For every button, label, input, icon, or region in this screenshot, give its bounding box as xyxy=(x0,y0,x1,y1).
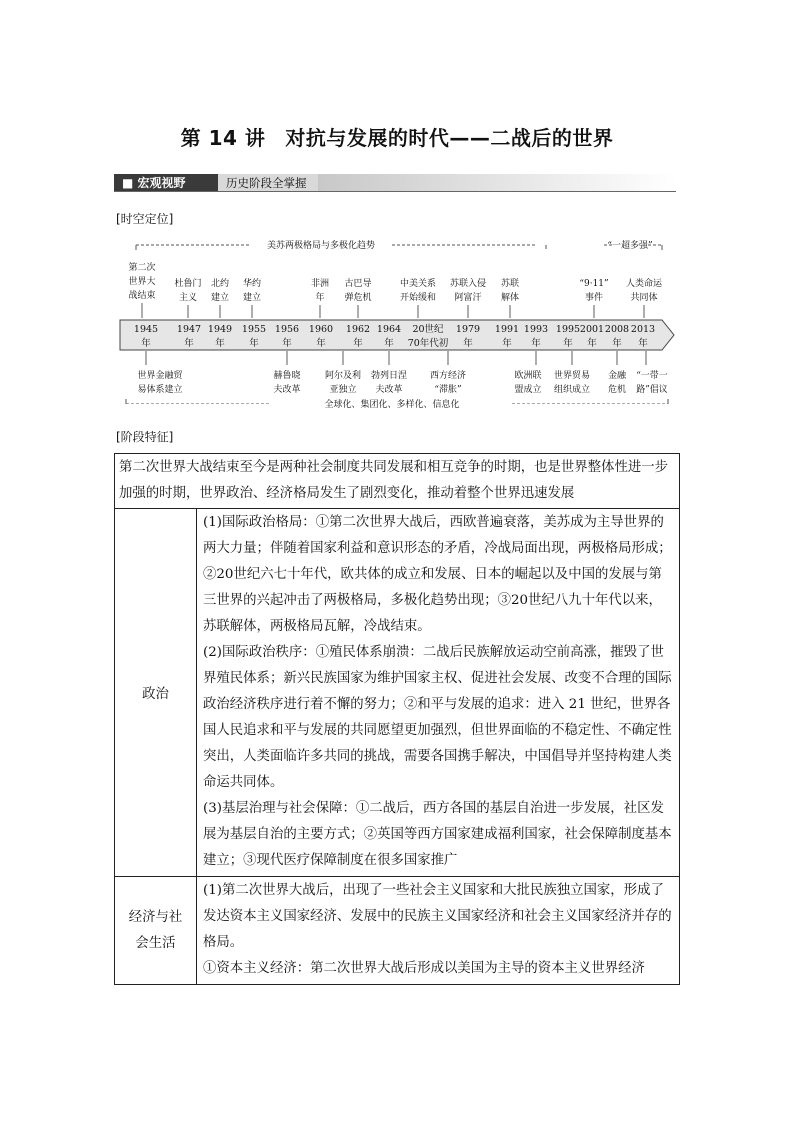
year-suffix: 年 xyxy=(282,338,292,349)
top-event: 北约 xyxy=(210,279,230,289)
banner-tag: ■ 宏观视野 xyxy=(114,174,218,192)
year-suffix: 年 xyxy=(184,338,194,349)
year-suffix: 年 xyxy=(316,338,326,349)
banner-rule xyxy=(114,191,676,192)
span-label-top2: “一超多强” xyxy=(607,241,653,251)
year-70s: 70年代初 xyxy=(407,338,449,349)
top-event: 华约 xyxy=(242,279,262,289)
bottom-event: 世界贸易 xyxy=(553,371,591,381)
category-line: 会生活 xyxy=(135,935,176,951)
bottom-event: “滞胀” xyxy=(434,385,462,395)
bottom-arrows xyxy=(146,351,646,365)
paragraph: (3)基层治理与社会保障：①二战后，西方各国的基层自治进一步发展，社区发展为基层自治的主要方式；②英国等西方国家建成福利国家，社会保障制度基本建立；③现代医疗保障制度在很多国家推广 xyxy=(203,801,672,868)
year-suffix: 年 xyxy=(612,338,622,349)
top-event: 年 xyxy=(315,293,325,303)
bottom-event: 世界金融贸 xyxy=(137,371,183,381)
top-event: 建立 xyxy=(210,293,230,303)
paragraph: (1)第二次世界大战后，出现了一些社会主义国家和大批民族独立国家，形成了发达资本主义国家经济、发展中的民族主义国家经济和社会主义国家经济并存的格局。 xyxy=(203,883,672,950)
year: 1947 xyxy=(176,324,202,335)
top-events xyxy=(128,261,663,303)
top-event: 弹危机 xyxy=(344,293,372,303)
span-label-bottom: 全球化、集团化、多样化、信息化 xyxy=(324,400,460,410)
year: 2013 xyxy=(630,324,656,335)
features-heading: [阶段特征] xyxy=(116,430,174,444)
year: 1962 xyxy=(345,324,371,335)
year-suffix: 年 xyxy=(502,338,512,349)
year: 2001 xyxy=(579,324,605,335)
year-suffix: 年 xyxy=(249,338,259,349)
table-row xyxy=(115,454,680,509)
lecture-name: 对抗与发展的时代——二战后的世界 xyxy=(285,126,614,150)
span-label-top: 美苏两极格局与多极化趋势 xyxy=(266,241,376,251)
bottom-event: 夫改革 xyxy=(375,385,403,395)
bottom-event: 阿尔及利 xyxy=(324,371,362,381)
top-event: 非洲 xyxy=(310,279,330,289)
year: 1995 xyxy=(555,324,581,335)
top-event: 阿富汗 xyxy=(454,293,482,303)
paragraph: (1)国际政治格局：①第二次世界大战后，西欧普遍衰落，美苏成为主导世界的两大力量；伴随着国家利益和意识形态的矛盾，冷战局面出现，两极格局形成；②20世纪六七十年代，欧共体的成立和发展、日本的崛起以及中国的发展与第三世界的兴起冲击了两极格局，多极化趋势出现；③20世纪八九十年代以来，苏联解体，两极格局瓦解，冷战结束。 xyxy=(203,515,672,634)
year: 1956 xyxy=(274,324,300,335)
banner-subtitle: 历史阶段全掌握 xyxy=(218,174,318,192)
bottom-event: 路”倡议 xyxy=(636,385,668,395)
top-event: 主义 xyxy=(178,293,198,303)
bottom-event: 易体系建立 xyxy=(137,385,183,395)
timeline-heading: [时空定位] xyxy=(116,212,174,226)
top-event: 战结束 xyxy=(128,291,156,301)
year-suffix: 年 xyxy=(638,338,648,349)
top-event: 共同体 xyxy=(630,293,658,303)
timeline xyxy=(116,234,678,410)
top-event: 建立 xyxy=(242,293,262,303)
top-event: 杜鲁门 xyxy=(174,279,202,289)
bottom-event: 亚独立 xyxy=(329,385,357,395)
year: 1960 xyxy=(308,324,334,335)
year: 2008 xyxy=(604,324,630,335)
bottom-event: 欧洲联 xyxy=(514,371,542,381)
year: 1945 xyxy=(133,324,159,335)
bottom-event: 组织成立 xyxy=(553,385,591,395)
year: 20世纪 xyxy=(412,324,444,335)
year: 1991 xyxy=(494,324,520,335)
table-row xyxy=(115,509,680,877)
banner-fade xyxy=(318,174,676,192)
year-suffix: 年 xyxy=(384,338,394,349)
stage-features-table xyxy=(114,453,680,1004)
top-event: 第二次 xyxy=(128,263,156,273)
table-row xyxy=(115,877,680,985)
bottom-events xyxy=(137,369,667,395)
paragraph: (2)国际政治秩序：①殖民体系崩溃：二战后民族解放运动空前高涨，摧毁了世界殖民体系；新兴民族国家为维护国家主权、促进社会发展、改变不合理的国际政治经济秩序进行着不懈的努力；②和平与发展的追求：进入 21 世纪，世界各国人民追求和平与发展的共同愿望更加强烈，但世界面临的不稳定性、不确定性突出，人类面临许多共同的挑战，需要各国携手解决，中国倡导并坚持构建人类命运共同体。 xyxy=(203,645,672,790)
bottom-event: 夫改革 xyxy=(273,385,301,395)
category-politics: 政治 xyxy=(115,509,197,877)
bottom-event: “一带一 xyxy=(636,371,668,381)
timeline-graphic xyxy=(116,234,678,404)
year-suffix: 年 xyxy=(353,338,363,349)
category-economy xyxy=(115,877,197,985)
intro-cell: 第二次世界大战结束至今是两种社会制度共同发展和相互竞争的时期，也是世界整体性进一步加强的时期，世界政治、经济格局发生了剧烈变化，推动着整个世界迅速发展 xyxy=(115,454,680,509)
top-arrows xyxy=(142,303,644,318)
year-suffix: 年 xyxy=(563,338,573,349)
year-suffix: 年 xyxy=(215,338,225,349)
bottom-event: 勃列日涅 xyxy=(370,371,408,381)
year: 1993 xyxy=(523,324,549,335)
year: 1964 xyxy=(376,324,402,335)
lecture-number: 第 14 讲 xyxy=(180,126,266,150)
top-event: 开始缓和 xyxy=(399,293,437,303)
bottom-event: 金融 xyxy=(607,371,627,381)
year-suffix: 年 xyxy=(141,338,151,349)
top-event: 古巴导 xyxy=(344,279,372,289)
politics-content xyxy=(197,509,680,877)
page-title xyxy=(0,122,794,151)
year: 1955 xyxy=(241,324,267,335)
bottom-event: 危机 xyxy=(607,385,627,395)
top-event: 人类命运 xyxy=(625,279,663,289)
year-suffix: 年 xyxy=(531,338,541,349)
year-suffix: 年 xyxy=(463,338,473,349)
top-event: 苏联 xyxy=(500,279,520,289)
top-event: 世界大 xyxy=(128,277,156,287)
year: 1979 xyxy=(455,324,481,335)
year: 1949 xyxy=(207,324,233,335)
year-suffix: 年 xyxy=(587,338,597,349)
top-event: 苏联入侵 xyxy=(449,279,487,289)
economy-content xyxy=(197,877,680,985)
bottom-event: 赫鲁晓 xyxy=(273,371,301,381)
top-event: 中美关系 xyxy=(399,279,437,289)
category-line: 经济与社 xyxy=(128,909,183,925)
top-event: 事件 xyxy=(584,293,604,303)
bottom-event: 西方经济 xyxy=(429,371,467,381)
top-event: 解体 xyxy=(500,293,520,303)
bottom-event: 盟成立 xyxy=(514,385,542,395)
top-event: “9·11” xyxy=(579,279,609,289)
section-banner xyxy=(114,174,676,192)
paragraph: ①资本主义经济：第二次世界大战后形成以美国为主导的资本主义世界经济 xyxy=(203,961,645,976)
